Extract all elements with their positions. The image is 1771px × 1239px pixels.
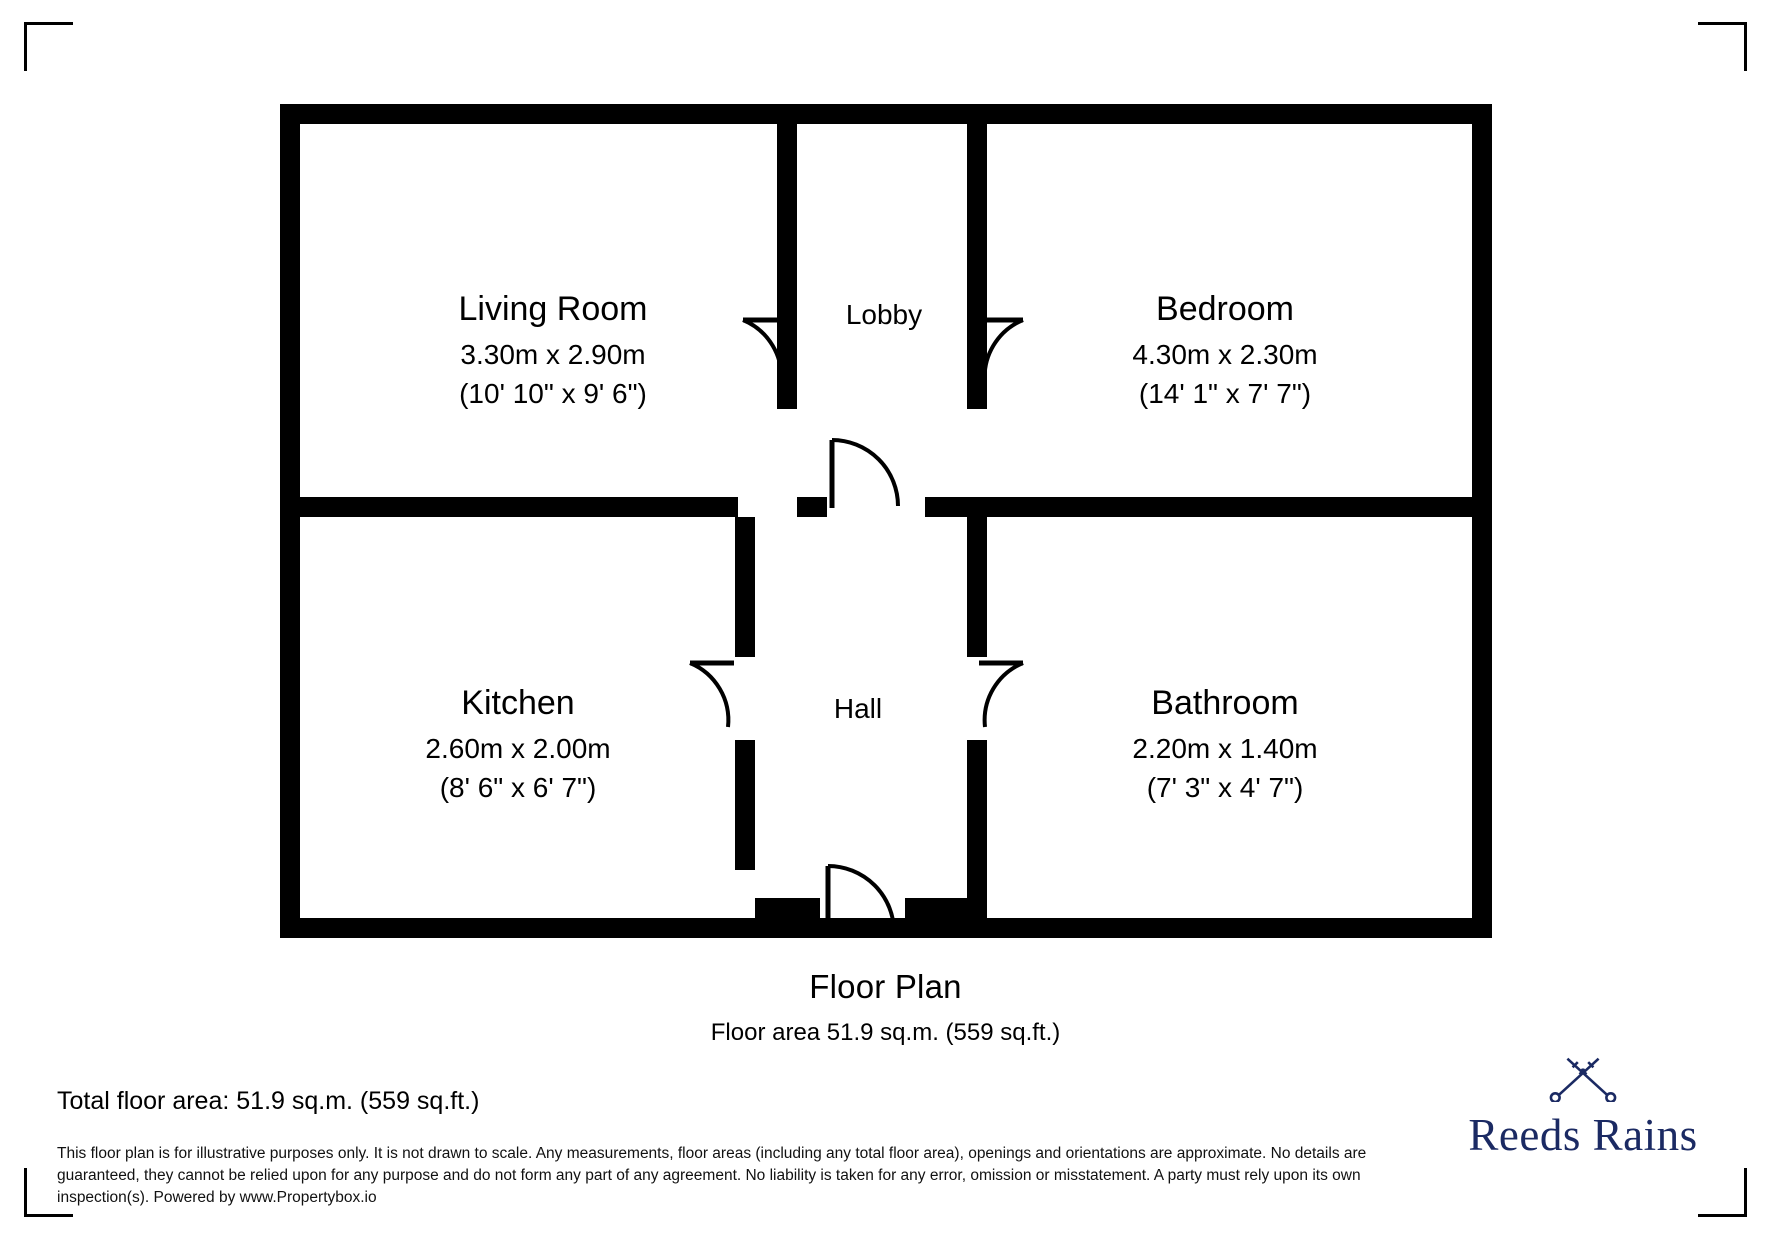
disclaimer-text: This floor plan is for illustrative purposes only. It is not drawn to scale. Any measurements, floor areas (including any total floor area), openings and orientations are approximate. No details are guaranteed, they cannot be relied upon for any purpose and do not form any part of any agreement. No liability is taken for any error, omission or misstatement. A party must rely upon its own inspection(s). Powered by www.Propertybox.io (57, 1145, 1367, 1206)
room-dimension-imperial: (10' 10" x 9' 6") (459, 378, 647, 409)
room-label-bathroom (1132, 684, 1317, 803)
room-label-bedroom (1132, 290, 1317, 409)
plan-floor-area: Floor area 51.9 sq.m. (559 sq.ft.) (710, 1019, 1061, 1046)
room-name: Living Room (458, 290, 648, 328)
room-dimension-imperial: (14' 1" x 7' 7") (1138, 378, 1312, 409)
room-name: Bathroom (1151, 684, 1299, 722)
brand-name: Reeds Rains (1468, 1110, 1698, 1160)
room-dimension-metric: 2.60m x 2.00m (425, 733, 611, 764)
outer-walls (280, 104, 1492, 938)
room-dimension-imperial: (8' 6" x 6' 7") (439, 772, 597, 803)
brand-logo (1433, 1050, 1733, 1161)
room-dimension-imperial: (7' 3" x 4' 7") (1146, 772, 1304, 803)
total-floor-area: Total floor area: 51.9 sq.m. (559 sq.ft.) (57, 1087, 480, 1115)
room-label-kitchen (425, 684, 610, 803)
room-name: Bedroom (1156, 290, 1294, 328)
room-label-living-room (459, 290, 648, 409)
room-name: Lobby (845, 299, 923, 330)
crop-mark-bottom-right (1698, 1168, 1747, 1217)
room-label-hall (834, 693, 882, 724)
room-name: Hall (833, 693, 883, 724)
crossed-keys-icon (1531, 1050, 1635, 1102)
room-label-lobby (846, 299, 922, 330)
room-dimension-metric: 4.30m x 2.30m (1132, 339, 1318, 370)
room-dimension-metric: 3.30m x 2.90m (460, 339, 646, 370)
room-name: Kitchen (461, 684, 575, 722)
plan-title: Floor Plan (809, 968, 962, 1005)
room-dimension-metric: 2.20m x 1.40m (1132, 733, 1318, 764)
